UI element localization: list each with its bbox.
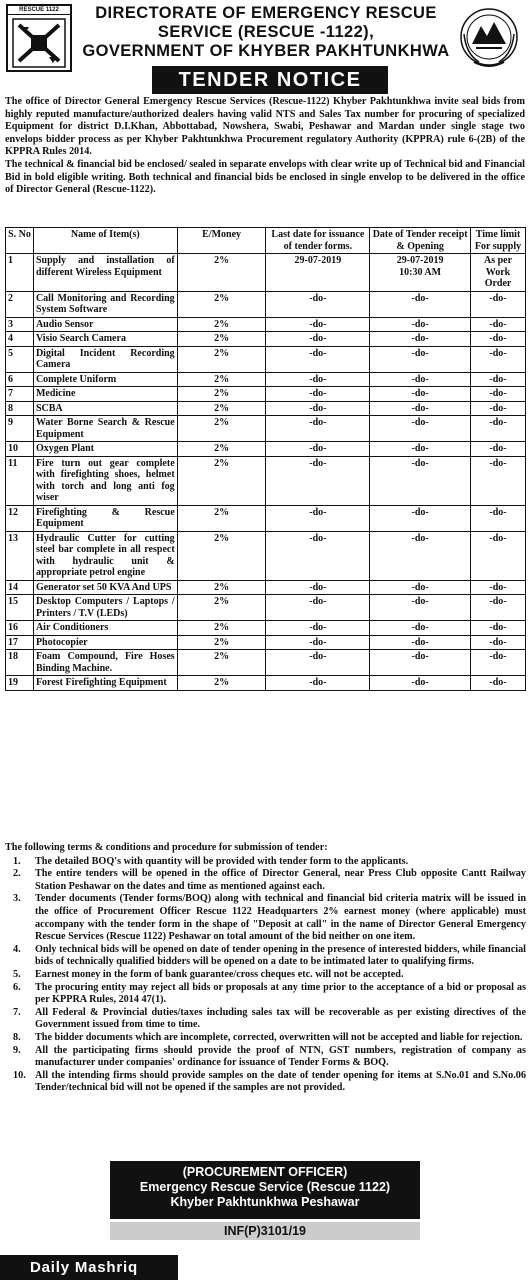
cell-time-limit: -do- — [471, 676, 526, 691]
procurement-officer-box — [110, 1161, 420, 1219]
notice-header — [4, 2, 526, 94]
term-number: 6. — [13, 981, 21, 993]
cell-sno: 16 — [6, 621, 34, 636]
term-text: Tender documents (Tender forms/BOQ) along with technical and financial bid criteria matrix will be issued in the office of Procurement Officer Rescue 1122 Headquarters 2% earnest money (where applicable) must accompany with the tender form in the shape of "Deposit at call" in the name of Director General Emergency Rescue Services (Rescue 1122) Peshawar on total amount of the bid neither on one item. — [35, 893, 526, 943]
cell-item-name: Desktop Computers / Laptops / Printers / T.V (LEDs) — [33, 595, 177, 621]
cell-sno: 6 — [6, 372, 34, 387]
terms-list — [5, 856, 526, 1095]
cell-last-date: -do- — [266, 317, 370, 332]
cell-time-limit: -do- — [471, 372, 526, 387]
cell-last-date: -do- — [266, 291, 370, 317]
cell-receipt: -do- — [370, 676, 471, 691]
items-table — [5, 227, 526, 691]
table-row — [6, 291, 526, 317]
cell-emoney: 2% — [177, 456, 266, 505]
rescue-1122-logo — [6, 4, 72, 72]
cell-last-date: -do- — [266, 595, 370, 621]
cell-item-name: Digital Incident Recording Camera — [33, 346, 177, 372]
cell-time-limit: -do- — [471, 387, 526, 402]
cell-item-name: Generator set 50 KVA And UPS — [33, 580, 177, 595]
cell-item-name: Water Borne Search & Rescue Equipment — [33, 416, 177, 442]
cell-sno: 2 — [6, 291, 34, 317]
cell-time-limit: -do- — [471, 505, 526, 531]
cell-sno: 3 — [6, 317, 34, 332]
cell-receipt: -do- — [370, 332, 471, 347]
title-line-1: DIRECTORATE OF EMERGENCY RESCUE — [95, 4, 437, 22]
cell-last-date: -do- — [266, 332, 370, 347]
cell-emoney: 2% — [177, 442, 266, 457]
cell-sno: 13 — [6, 531, 34, 580]
footer-line-3: Khyber Pakhtunkhwa Peshawar — [170, 1195, 360, 1209]
cell-sno: 7 — [6, 387, 34, 402]
table-row — [6, 650, 526, 676]
cell-receipt: -do- — [370, 505, 471, 531]
table-row — [6, 505, 526, 531]
cell-receipt: -do- — [370, 346, 471, 372]
cell-time-limit: -do- — [471, 531, 526, 580]
table-row — [6, 580, 526, 595]
col-header-name: Name of Item(s) — [33, 228, 177, 254]
cell-sno: 10 — [6, 442, 34, 457]
term-number: 10. — [13, 1069, 26, 1081]
table-row — [6, 317, 526, 332]
cell-last-date: -do- — [266, 456, 370, 505]
footer-line-2: Emergency Rescue Service (Rescue 1122) — [139, 1180, 391, 1194]
cell-time-limit: -do- — [471, 580, 526, 595]
cell-emoney: 2% — [177, 317, 266, 332]
cell-time-limit: -do- — [471, 595, 526, 621]
term-item — [5, 944, 526, 969]
newspaper-name: Daily Mashriq — [0, 1255, 178, 1280]
cell-sno: 5 — [6, 346, 34, 372]
cell-receipt: -do- — [370, 291, 471, 317]
table-row — [6, 442, 526, 457]
cell-receipt: -do- — [370, 387, 471, 402]
cell-last-date: -do- — [266, 387, 370, 402]
cell-emoney: 2% — [177, 505, 266, 531]
cell-sno: 14 — [6, 580, 34, 595]
logo-left-text: RESCUE 1122 — [8, 6, 70, 15]
table-row — [6, 635, 526, 650]
cell-item-name: Supply and installation of different Wireless Equipment — [33, 254, 177, 292]
cell-item-name: Audio Sensor — [33, 317, 177, 332]
table-row — [6, 401, 526, 416]
term-text: Only technical bids will be opened on date of tender opening in the presence of interested bidders, while financial bids of technically qualified bidders will be opened on a date to be intimated later to qualifying firms. — [35, 943, 526, 968]
cell-last-date: 29-07-2019 — [266, 254, 370, 292]
table-row — [6, 595, 526, 621]
term-item — [5, 982, 526, 1007]
intro-paragraph-2: The technical & financial bid be enclosed/ sealed in separate envelops with clear write up of Technical bid and Financial Bid in bold eligible writing. Both technical and financial bids be enclosed in single envelop to be delivered in the office of Director General (Rescue-1122). — [5, 158, 525, 196]
term-item — [5, 1032, 526, 1045]
cell-item-name: SCBA — [33, 401, 177, 416]
cell-receipt: -do- — [370, 650, 471, 676]
cell-time-limit: -do- — [471, 650, 526, 676]
cell-last-date: -do- — [266, 621, 370, 636]
cell-last-date: -do- — [266, 635, 370, 650]
table-row — [6, 387, 526, 402]
intro-paragraph-1: The office of Director General Emergency Rescue Services (Rescue-1122) Khyber Pakhtunkhwa invite seal bids from highly reputed manufacture/authorized dealers having valid NTS and Sales Tax number for procuring of specialized Equipment for district D.I.Khan, Abbottabad, Nowshera, Swabi, Peshawar and Mardan under single stage two envelops bidder process as per Khyber Pakhtunkhwa Procurement regulatory Authority (KPPRA) rule 6-(2B) of the KPPRA Rules 2014. — [5, 96, 525, 158]
cell-last-date: -do- — [266, 416, 370, 442]
term-number: 8. — [13, 1031, 21, 1043]
cell-item-name: Medicine — [33, 387, 177, 402]
table-row — [6, 416, 526, 442]
table-row — [6, 346, 526, 372]
cell-receipt: 29-07-2019 10:30 AM — [370, 254, 471, 292]
cell-receipt: -do- — [370, 456, 471, 505]
government-emblem-icon — [454, 4, 524, 74]
rescue-emblem-icon — [11, 17, 67, 69]
cell-receipt: -do- — [370, 416, 471, 442]
terms-section — [5, 842, 526, 1095]
term-text: All Federal & Provincial duties/taxes including sales tax will be recoverable as per existing directives of the Government issued from time to time. — [35, 1006, 526, 1031]
cell-item-name: Fire turn out gear complete with firefighting shoes, helmet with torch and long anti fog wiser — [33, 456, 177, 505]
cell-sno: 19 — [6, 676, 34, 691]
term-item — [5, 1007, 526, 1032]
term-item — [5, 1070, 526, 1095]
cell-emoney: 2% — [177, 595, 266, 621]
cell-receipt: -do- — [370, 372, 471, 387]
term-text: Earnest money in the form of bank guarantee/cross cheques etc. will not be accepted. — [35, 968, 404, 980]
table-row — [6, 456, 526, 505]
cell-item-name: Forest Firefighting Equipment — [33, 676, 177, 691]
cell-item-name: Air Conditioners — [33, 621, 177, 636]
cell-emoney: 2% — [177, 254, 266, 292]
term-text: The bidder documents which are incomplete, corrected, overwritten will not be accepted and liable for rejection. — [35, 1031, 523, 1043]
col-header-time-limit: Time limit For supply — [471, 228, 526, 254]
cell-sno: 18 — [6, 650, 34, 676]
cell-emoney: 2% — [177, 291, 266, 317]
kp-government-emblem — [454, 4, 524, 74]
cell-item-name: Foam Compound, Fire Hoses Binding Machine. — [33, 650, 177, 676]
cell-sno: 11 — [6, 456, 34, 505]
directorate-title — [82, 4, 450, 61]
table-header-row — [6, 228, 526, 254]
cell-item-name: Call Monitoring and Recording System Software — [33, 291, 177, 317]
cell-time-limit: -do- — [471, 442, 526, 457]
cell-receipt: -do- — [370, 442, 471, 457]
cell-receipt: -do- — [370, 621, 471, 636]
cell-item-name: Complete Uniform — [33, 372, 177, 387]
cell-sno: 1 — [6, 254, 34, 292]
cell-emoney: 2% — [177, 531, 266, 580]
cell-time-limit: -do- — [471, 456, 526, 505]
cell-last-date: -do- — [266, 442, 370, 457]
cell-last-date: -do- — [266, 346, 370, 372]
cell-item-name: Photocopier — [33, 635, 177, 650]
term-item — [5, 1045, 526, 1070]
cell-emoney: 2% — [177, 650, 266, 676]
cell-sno: 9 — [6, 416, 34, 442]
cell-time-limit: -do- — [471, 332, 526, 347]
term-text: All the intending firms should provide samples on the date of tender opening for items at S.No.01 and S.No.06 Tender/technical bid will not be opened if the samples are not provided. — [35, 1069, 526, 1094]
table-row — [6, 676, 526, 691]
cell-last-date: -do- — [266, 505, 370, 531]
cell-receipt: -do- — [370, 317, 471, 332]
term-text: All the participating firms should provide the proof of NTN, GST numbers, registration of company as manufacturer under companies' ordinance for issuance of Tender Forms & BOQ. — [35, 1044, 526, 1069]
cell-time-limit: -do- — [471, 317, 526, 332]
term-text: The procuring entity may reject all bids or proposals at any time prior to the acceptance of a bid or proposal as per KPPRA Rules, 2014 47(1). — [35, 981, 526, 1006]
cell-time-limit: -do- — [471, 291, 526, 317]
cell-receipt: -do- — [370, 595, 471, 621]
cell-last-date: -do- — [266, 372, 370, 387]
cell-time-limit: -do- — [471, 346, 526, 372]
cell-time-limit: -do- — [471, 401, 526, 416]
intro-text — [5, 96, 525, 197]
term-text: The detailed BOQ's with quantity will be provided with tender form to the applicants. — [35, 855, 409, 867]
term-number: 1. — [13, 855, 21, 867]
term-item — [5, 856, 526, 869]
cell-time-limit: -do- — [471, 635, 526, 650]
term-item — [5, 893, 526, 943]
cell-last-date: -do- — [266, 531, 370, 580]
cell-receipt: -do- — [370, 401, 471, 416]
cell-item-name: Visio Search Camera — [33, 332, 177, 347]
table-row — [6, 531, 526, 580]
col-header-emoney: E/Money — [177, 228, 266, 254]
table-row — [6, 621, 526, 636]
cell-emoney: 2% — [177, 372, 266, 387]
cell-time-limit: -do- — [471, 416, 526, 442]
cell-item-name: Oxygen Plant — [33, 442, 177, 457]
table-row — [6, 372, 526, 387]
cell-emoney: 2% — [177, 416, 266, 442]
col-header-receipt: Date of Tender receipt & Opening — [370, 228, 471, 254]
term-number: 3. — [13, 893, 21, 905]
col-header-sno: S. No — [6, 228, 34, 254]
term-number: 7. — [13, 1006, 21, 1018]
cell-last-date: -do- — [266, 650, 370, 676]
cell-emoney: 2% — [177, 676, 266, 691]
title-line-2: SERVICE (RESCUE -1122), — [157, 23, 375, 41]
cell-sno: 17 — [6, 635, 34, 650]
term-item — [5, 969, 526, 982]
cell-emoney: 2% — [177, 635, 266, 650]
cell-receipt: -do- — [370, 635, 471, 650]
col-header-last-date: Last date for issuance of tender forms. — [266, 228, 370, 254]
cell-emoney: 2% — [177, 621, 266, 636]
cell-emoney: 2% — [177, 346, 266, 372]
terms-title: The following terms & conditions and procedure for submission of tender: — [5, 842, 328, 853]
term-text: The entire tenders will be opened in the office of Director General, near Press Club opposite Cantt Railway Station Peshawar on the dates and time as mentioned against each. — [35, 868, 526, 892]
cell-receipt: -do- — [370, 531, 471, 580]
cell-receipt: -do- — [370, 580, 471, 595]
ad-reference-number: INF(P)3101/19 — [110, 1222, 420, 1240]
term-number: 5. — [13, 968, 21, 980]
cell-last-date: -do- — [266, 580, 370, 595]
cell-sno: 4 — [6, 332, 34, 347]
cell-emoney: 2% — [177, 401, 266, 416]
cell-last-date: -do- — [266, 676, 370, 691]
tender-notice-banner: TENDER NOTICE — [152, 66, 388, 94]
term-number: 9. — [13, 1044, 21, 1056]
table-row — [6, 332, 526, 347]
cell-sno: 12 — [6, 505, 34, 531]
title-line-3: GOVERNMENT OF KHYBER PAKHTUNKHWA — [82, 42, 450, 60]
term-number: 2. — [13, 868, 21, 880]
term-item — [5, 868, 526, 893]
cell-item-name: Hydraulic Cutter for cutting steel bar complete in all respect with hydraulic unit & appropriate petrol engine — [33, 531, 177, 580]
cell-last-date: -do- — [266, 401, 370, 416]
cell-sno: 15 — [6, 595, 34, 621]
cell-time-limit: -do- — [471, 621, 526, 636]
cell-sno: 8 — [6, 401, 34, 416]
cell-time-limit: As per Work Order — [471, 254, 526, 292]
cell-emoney: 2% — [177, 332, 266, 347]
footer-line-1: (PROCUREMENT OFFICER) — [182, 1165, 348, 1179]
cell-emoney: 2% — [177, 580, 266, 595]
cell-item-name: Firefighting & Rescue Equipment — [33, 505, 177, 531]
term-number: 4. — [13, 943, 21, 955]
cell-emoney: 2% — [177, 387, 266, 402]
table-row — [6, 254, 526, 292]
